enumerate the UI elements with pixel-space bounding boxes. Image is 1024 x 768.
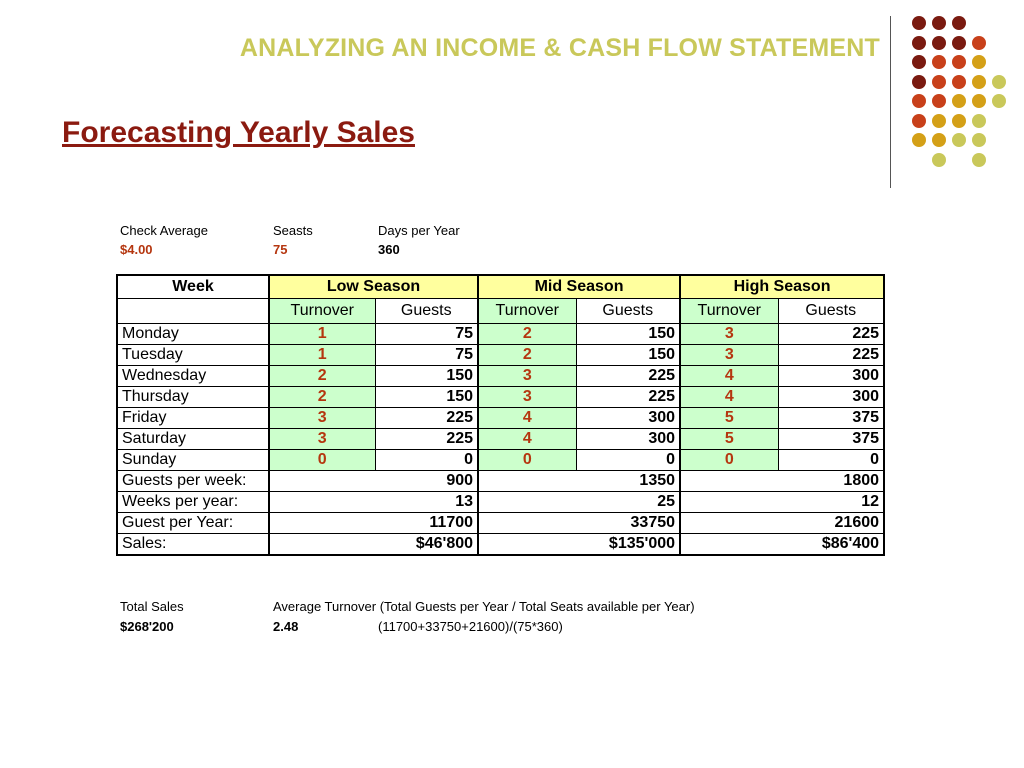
low-season-header: Low Season [269,275,478,299]
guests-cell: 150 [375,387,478,408]
summary-row [117,513,884,534]
decorative-dot [972,75,986,89]
decorative-dot [912,36,926,50]
summary-value: 21600 [680,513,884,534]
guests-cell: 150 [375,366,478,387]
guests-cell: 0 [375,450,478,471]
turnover-cell: 0 [680,450,778,471]
turnover-cell: 5 [680,429,778,450]
table-row [117,429,884,450]
turnover-subheader: Turnover [269,299,375,324]
title-divider [890,16,891,188]
decorative-dot [972,36,986,50]
decorative-dot [992,94,1006,108]
guests-cell: 375 [778,429,884,450]
turnover-cell: 2 [269,366,375,387]
check-average-label: Check Average [120,223,208,238]
seats-value: 75 [273,242,288,257]
guests-cell: 150 [576,324,680,345]
summary-value: 25 [478,492,680,513]
guests-cell: 0 [576,450,680,471]
summary-row [117,492,884,513]
summary-label: Guest per Year: [117,513,269,534]
table-row [117,366,884,387]
decorative-dot [952,133,966,147]
table-row [117,450,884,471]
table-row [117,345,884,366]
turnover-cell: 5 [680,408,778,429]
guests-cell: 225 [375,408,478,429]
summary-value: 900 [269,471,478,492]
guests-cell: 225 [375,429,478,450]
decorative-dot [932,16,946,30]
decorative-dot [932,75,946,89]
avg-turnover-value: 2.48 [273,619,299,634]
guests-subheader: Guests [778,299,884,324]
guests-cell: 300 [576,408,680,429]
guests-cell: 300 [576,429,680,450]
guests-subheader: Guests [576,299,680,324]
week-header: Week [117,275,269,299]
week-subheader [117,299,269,324]
summary-value: $46'800 [269,534,478,556]
avg-turnover-label: Average Turnover (Total Guests per Year / Total Seats available per Year) [273,599,695,614]
turnover-cell: 1 [269,345,375,366]
summary-label: Sales: [117,534,269,556]
summary-value: 12 [680,492,884,513]
guests-subheader: Guests [375,299,478,324]
decorative-dot [972,94,986,108]
table-row [117,387,884,408]
days-per-year-value: 360 [378,242,400,257]
decorative-dot [912,94,926,108]
table-row [117,324,884,345]
turnover-cell: 0 [478,450,576,471]
turnover-cell: 4 [680,387,778,408]
decorative-dot [972,114,986,128]
summary-value: $86'400 [680,534,884,556]
guests-cell: 225 [576,366,680,387]
summary-label: Weeks per year: [117,492,269,513]
total-sales-label: Total Sales [120,599,184,614]
decorative-dot [952,55,966,69]
seats-label: Seasts [273,223,313,238]
decorative-dot [932,94,946,108]
guests-cell: 75 [375,345,478,366]
turnover-cell: 0 [269,450,375,471]
turnover-subheader: Turnover [478,299,576,324]
day-label: Wednesday [117,366,269,387]
turnover-cell: 4 [680,366,778,387]
decorative-dot [952,36,966,50]
decorative-dot [932,133,946,147]
summary-label: Guests per week: [117,471,269,492]
decorative-dot [932,114,946,128]
turnover-cell: 3 [680,324,778,345]
decorative-dot [912,16,926,30]
decorative-dot [952,114,966,128]
high-season-header: High Season [680,275,884,299]
summary-value: 1800 [680,471,884,492]
summary-value: 33750 [478,513,680,534]
decorative-dot [952,75,966,89]
summary-row [117,534,884,556]
turnover-cell: 3 [478,387,576,408]
decorative-dot [912,133,926,147]
guests-cell: 75 [375,324,478,345]
slide-title: ANALYZING AN INCOME & CASH FLOW STATEMENT [239,34,880,62]
guests-cell: 225 [778,345,884,366]
guests-cell: 150 [576,345,680,366]
decorative-dot [952,16,966,30]
guests-cell: 225 [576,387,680,408]
total-sales-value: $268'200 [120,619,174,634]
decorative-dot [972,55,986,69]
check-average-value: $4.00 [120,242,153,257]
decorative-dot [952,94,966,108]
turnover-cell: 4 [478,408,576,429]
guests-cell: 300 [778,387,884,408]
turnover-cell: 2 [478,345,576,366]
decorative-dot [972,153,986,167]
decorative-dot [972,133,986,147]
guests-cell: 0 [778,450,884,471]
decorative-dot [932,55,946,69]
guests-cell: 300 [778,366,884,387]
day-label: Tuesday [117,345,269,366]
summary-row [117,471,884,492]
decorative-dot [912,114,926,128]
day-label: Sunday [117,450,269,471]
day-label: Saturday [117,429,269,450]
table-row [117,408,884,429]
decorative-dot [912,55,926,69]
turnover-cell: 1 [269,324,375,345]
decorative-dot [912,75,926,89]
day-label: Thursday [117,387,269,408]
sales-table [116,274,885,556]
turnover-cell: 4 [478,429,576,450]
turnover-cell: 3 [269,408,375,429]
avg-turnover-formula: (11700+33750+21600)/(75*360) [378,619,563,634]
summary-value: 11700 [269,513,478,534]
summary-value: $135'000 [478,534,680,556]
decorative-dot [932,36,946,50]
decorative-dot [932,153,946,167]
turnover-cell: 3 [269,429,375,450]
days-per-year-label: Days per Year [378,223,460,238]
decorative-dot [992,75,1006,89]
day-label: Friday [117,408,269,429]
summary-value: 1350 [478,471,680,492]
slide-subtitle: Forecasting Yearly Sales [62,116,415,149]
turnover-cell: 3 [478,366,576,387]
day-label: Monday [117,324,269,345]
turnover-cell: 2 [478,324,576,345]
mid-season-header: Mid Season [478,275,680,299]
guests-cell: 375 [778,408,884,429]
turnover-subheader: Turnover [680,299,778,324]
guests-cell: 225 [778,324,884,345]
turnover-cell: 2 [269,387,375,408]
turnover-cell: 3 [680,345,778,366]
summary-value: 13 [269,492,478,513]
